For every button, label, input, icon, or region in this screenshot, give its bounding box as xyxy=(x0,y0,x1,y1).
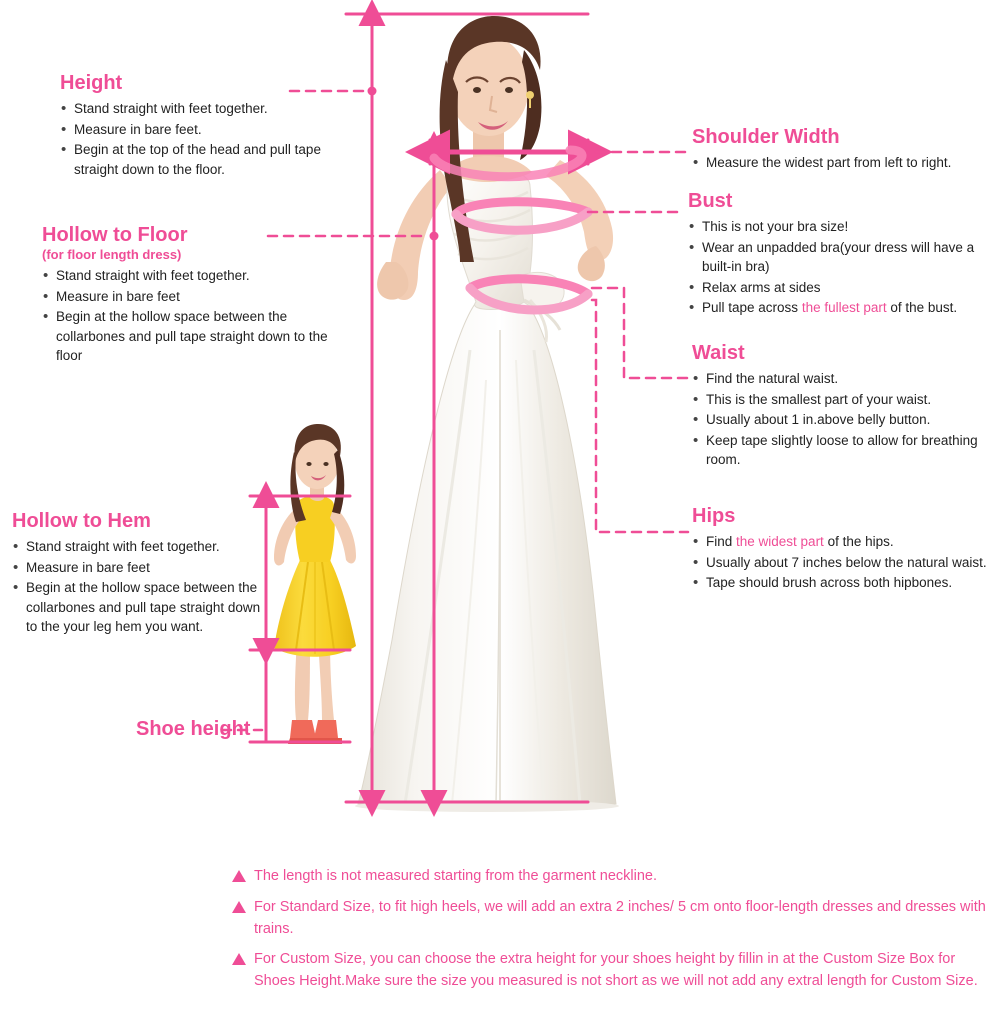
hips-text-post: of the hips. xyxy=(823,534,894,549)
section-hollow-to-hem-list xyxy=(12,537,272,637)
section-hollow-to-floor-subtitle: (for floor length dress) xyxy=(42,247,182,262)
list-item: • Measure in bare feet xyxy=(42,287,342,307)
list-item: • Measure in bare feet. xyxy=(60,120,350,140)
section-hollow-to-hem-title: Hollow to Hem xyxy=(12,510,151,532)
list-item: • Stand straight with feet together. xyxy=(12,537,272,557)
section-bust xyxy=(688,190,1000,319)
triangle-icon xyxy=(232,901,246,913)
hips-text-pre: Find xyxy=(706,534,737,549)
footnote-text: For Custom Size, you can choose the extra height for your shoes height by fillin in at the Custom Size Box for Shoes Height.Make sure the size you measured is not short as we will not add any extral length for Custom Size. xyxy=(254,951,978,989)
section-waist xyxy=(692,342,992,471)
section-shoulder-width xyxy=(692,126,998,174)
short-dress-figure xyxy=(274,424,356,744)
list-item: • Relax arms at sides xyxy=(688,278,1000,298)
list-item: • Begin at the top of the head and pull tape straight down to the floor. xyxy=(60,140,350,179)
section-shoulder-width-list xyxy=(692,153,998,173)
list-item: • Find the natural waist. xyxy=(692,369,992,389)
list-item: • Begin at the hollow space between the collarbones and pull tape straight down to the your leg hem you want. xyxy=(12,578,272,637)
section-bust-list xyxy=(688,217,1000,318)
list-item: • This is not your bra size! xyxy=(688,217,1000,237)
section-waist-title: Waist xyxy=(692,342,745,364)
hips-text-highlight: the widest part xyxy=(736,534,824,549)
list-item: • Measure the widest part from left to right. xyxy=(692,153,998,173)
list-item: • Begin at the hollow space between the collarbones and pull tape straight down to the floor xyxy=(42,307,342,366)
section-hollow-to-floor xyxy=(42,224,342,367)
list-item: • Keep tape slightly loose to allow for breathing room. xyxy=(692,431,992,470)
section-hips xyxy=(692,505,992,594)
section-height-title: Height xyxy=(60,72,123,94)
list-item: • This is the smallest part of your waist. xyxy=(692,390,992,410)
section-hips-title: Hips xyxy=(692,505,736,527)
section-shoe-height-title: Shoe height xyxy=(136,718,251,740)
bust-text-pre: Pull tape across xyxy=(702,300,802,316)
list-item: • Usually about 7 inches below the natural waist. xyxy=(692,553,992,573)
triangle-icon xyxy=(232,870,246,882)
section-height xyxy=(60,72,350,180)
section-hollow-to-floor-list xyxy=(42,266,342,366)
bride-figure xyxy=(355,16,619,812)
triangle-icon xyxy=(232,953,246,965)
section-hollow-to-floor-title: Hollow to Floor xyxy=(42,224,188,246)
footnote-text: The length is not measured starting from the garment neckline. xyxy=(254,868,657,884)
list-item-hips-widest xyxy=(692,532,992,552)
section-shoulder-width-title: Shoulder Width xyxy=(692,126,840,148)
list-item: • Stand straight with feet together. xyxy=(42,266,342,286)
list-item: • Stand straight with feet together. xyxy=(60,99,350,119)
section-height-list xyxy=(60,99,350,179)
section-hips-list xyxy=(692,532,992,593)
bust-text-highlight: the fullest part xyxy=(801,300,887,316)
list-item: • Measure in bare feet xyxy=(12,558,272,578)
footnote-item xyxy=(232,949,992,993)
list-item: • Wear an unpadded bra(your dress will have a built-in bra) xyxy=(688,238,1000,277)
section-shoe-height xyxy=(136,718,250,741)
list-item: • Usually about 1 in.above belly button. xyxy=(692,410,992,430)
footnote-text: For Standard Size, to fit high heels, we will add an extra 2 inches/ 5 cm onto floor-length dresses and dresses with trains. xyxy=(254,898,986,937)
bust-text-post: of the bust. xyxy=(886,300,958,316)
list-item-bust-fullest xyxy=(688,298,1000,318)
section-bust-title: Bust xyxy=(688,190,733,212)
footnote-item xyxy=(232,897,992,941)
footnote-item xyxy=(232,866,992,888)
footnotes xyxy=(232,866,992,1002)
section-waist-list xyxy=(692,369,992,470)
section-hollow-to-hem xyxy=(12,510,272,638)
list-item: • Tape should brush across both hipbones. xyxy=(692,573,992,593)
